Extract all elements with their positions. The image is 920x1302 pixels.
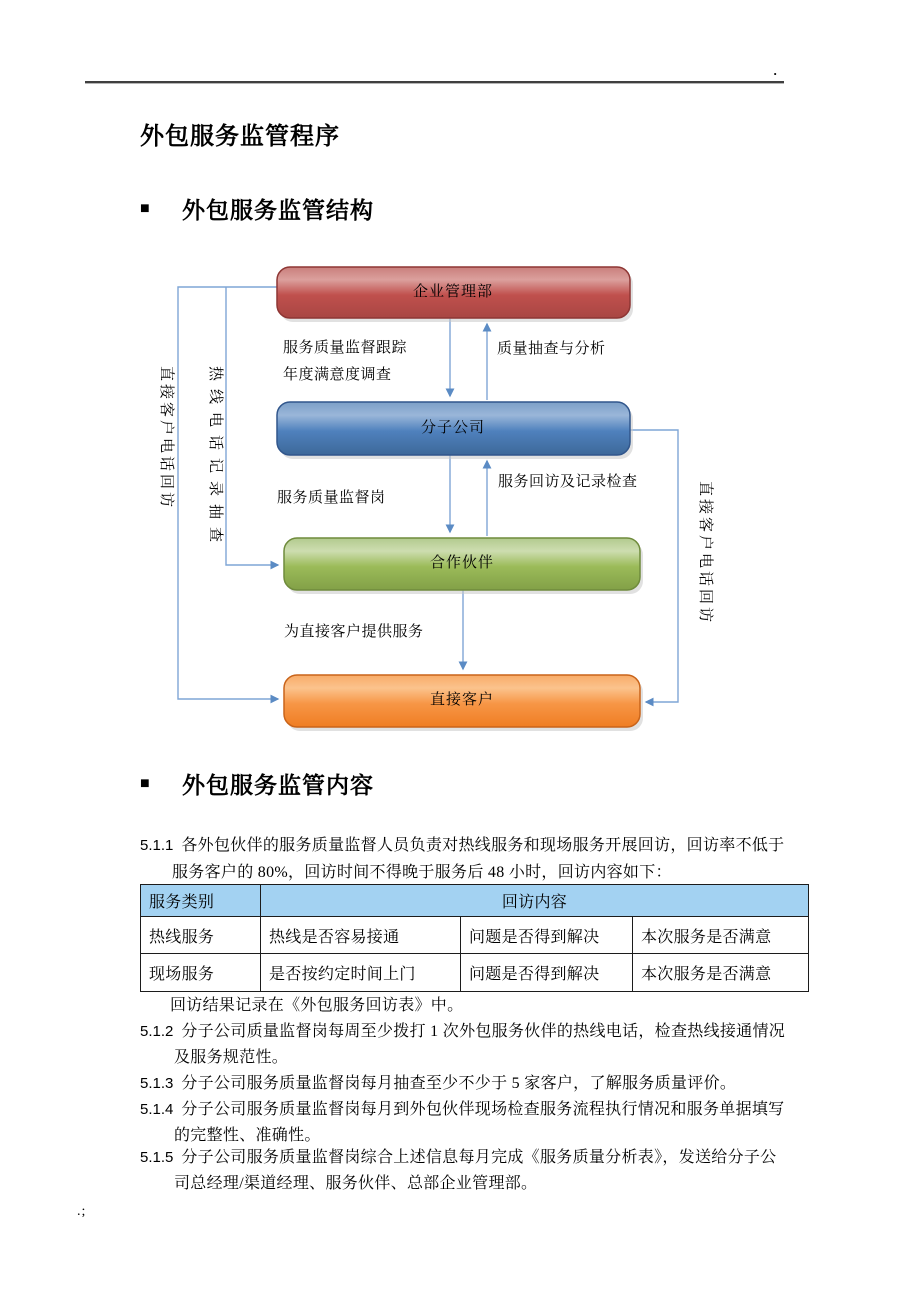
label-hotline-record-check: 热线电话记录抽查 (207, 365, 223, 551)
paragraph-review-note: 回访结果记录在《外包服务回访表》中。 (170, 997, 464, 1014)
clause-number: 5.1.3 (140, 1075, 174, 1092)
node-direct-customer (284, 675, 643, 731)
svg-text:企业管理部: 企业管理部 (412, 284, 494, 300)
clause-number: 5.1.2 (140, 1023, 174, 1040)
header-rule (85, 81, 784, 83)
label-quality-tracking: 服务质量监督跟踪 (283, 340, 408, 356)
svg-text:直接客户: 直接客户 (429, 692, 495, 708)
node-subsidiary-company (277, 402, 633, 459)
label-provide-service: 为直接客户提供服务 (284, 624, 424, 640)
label-customer-callback-right: 直接客户电话回访 (697, 480, 713, 626)
paragraph-5-1-2-line-2: 及服务规范性。 (174, 1049, 289, 1066)
header-cell-review-content: 回访内容 (261, 885, 809, 917)
square-bullet-icon: ■ (140, 774, 150, 792)
section-heading-text: 外包服务监管结构 (182, 198, 374, 223)
supervision-structure-flowchart (0, 250, 920, 750)
connector-hotline-record-check (226, 287, 278, 565)
clause-number: 5.1.4 (140, 1101, 174, 1118)
footer-mark: .; (77, 1204, 87, 1219)
table-row: 现场服务 是否按约定时间上门 问题是否得到解决 本次服务是否满意 (141, 954, 809, 992)
node-partner (284, 538, 643, 594)
document-title: 外包服务监管程序 (140, 124, 340, 150)
connector-customer-callback-left (178, 287, 278, 699)
paragraph-5-1-4-line-1: 5.1.4 分子公司服务质量监督岗每月到外包伙伴现场检查服务流程执行情况和服务单据填写 (140, 1101, 785, 1118)
section-heading-text: 外包服务监管内容 (182, 773, 374, 798)
label-customer-callback-left: 直接客户电话回访 (158, 365, 174, 511)
label-visit-record-check: 服务回访及记录检查 (498, 474, 638, 490)
paragraph-5-1-2-line-1: 5.1.2 分子公司质量监督岗每周至少拨打 1 次外包服务伙伴的热线电话，检查热线接通情况 (140, 1023, 786, 1040)
table-row: 热线服务 热线是否容易接通 问题是否得到解决 本次服务是否满意 (141, 917, 809, 954)
paragraph-5-1-5-line-2: 司总经理/渠道经理、服务伙伴、总部企业管理部。 (174, 1175, 538, 1192)
paragraph-5-1-1-line-1: 5.1.1 各外包伙伴的服务质量监督人员负责对热线服务和现场服务开展回访，回访率不低于 (140, 837, 785, 854)
paragraph-5-1-3: 5.1.3 分子公司服务质量监督岗每月抽查至少不少于 5 家客户，了解服务质量评价。 (140, 1075, 737, 1092)
node-enterprise-management (277, 267, 633, 322)
clause-number: 5.1.1 (140, 837, 174, 854)
paragraph-5-1-1-line-2: 服务客户的 80%，回访时间不得晚于服务后 48 小时，回访内容如下： (172, 864, 672, 881)
clause-number: 5.1.5 (140, 1149, 174, 1166)
header-mark: · (773, 66, 778, 81)
label-quality-sampling: 质量抽查与分析 (497, 341, 606, 357)
paragraph-5-1-5-line-1: 5.1.5 分子公司服务质量监督岗综合上述信息每月完成《服务质量分析表》，发送给分子公 (140, 1149, 777, 1166)
label-supervision-post: 服务质量监督岗 (277, 490, 386, 506)
paragraph-5-1-4-line-2: 的完整性、准确性。 (174, 1127, 321, 1144)
header-cell-service-type: 服务类别 (141, 885, 261, 917)
table-header-row (141, 885, 809, 917)
section-heading-structure (140, 192, 374, 225)
label-annual-survey: 年度满意度调查 (283, 367, 392, 383)
svg-text:合作伙伴: 合作伙伴 (429, 555, 495, 571)
section-heading-content (140, 767, 374, 800)
square-bullet-icon: ■ (140, 199, 150, 217)
svg-text:分子公司: 分子公司 (420, 420, 486, 436)
review-content-table (140, 884, 809, 992)
